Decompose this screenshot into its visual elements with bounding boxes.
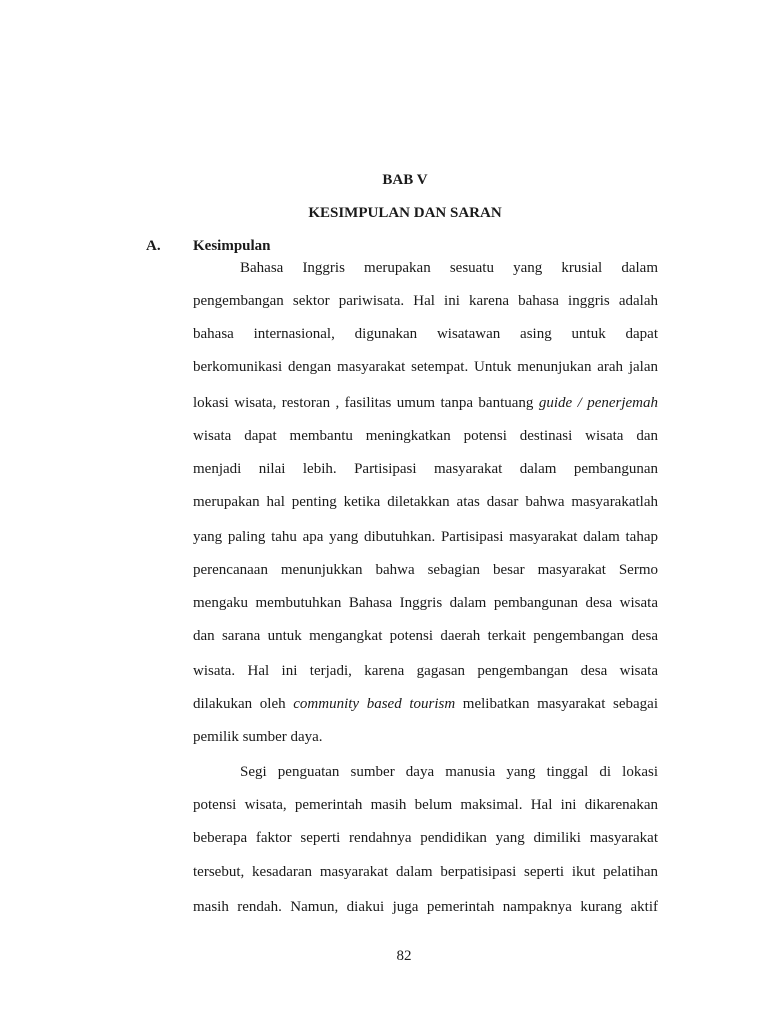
paragraph-line: wisata. Hal ini terjadi, karena gagasan pengembangan desa wisata: [193, 663, 658, 679]
paragraph-line: yang paling tahu apa yang dibutuhkan. Partisipasi masyarakat dalam tahap: [193, 529, 658, 545]
paragraph-line: pemilik sumber daya.: [193, 729, 323, 745]
paragraph-line: perencanaan menunjukkan bahwa sebagian besar masyarakat Sermo: [193, 562, 658, 578]
paragraph-text: dilakukan oleh: [193, 696, 294, 712]
paragraph-line: Bahasa Inggris merupakan sesuatu yang krusial dalam: [240, 260, 658, 276]
paragraph-line: wisata dapat membantu meningkatkan potensi destinasi wisata dan: [193, 428, 658, 444]
paragraph-line: masih rendah. Namun, diakui juga pemerintah nampaknya kurang aktif: [193, 899, 658, 915]
chapter-title: KESIMPULAN DAN SARAN: [308, 205, 502, 221]
paragraph-line: Segi penguatan sumber daya manusia yang tinggal di lokasi: [240, 764, 658, 780]
paragraph-line: berkomunikasi dengan masyarakat setempat. Untuk menunjukan arah jalan: [193, 359, 658, 375]
paragraph-line: tersebut, kesadaran masyarakat dalam berpatisipasi seperti ikut pelatihan: [193, 864, 658, 880]
page-number: 82: [396, 948, 412, 964]
paragraph-line: menjadi nilai lebih. Partisipasi masyarakat dalam pembangunan: [193, 461, 658, 477]
paragraph-text: lokasi wisata, restoran , fasilitas umum tanpa bantuang: [193, 395, 539, 411]
section-letter: A.: [146, 238, 161, 254]
italic-term: community based tourism: [293, 696, 456, 712]
paragraph-line: dan sarana untuk mengangkat potensi daerah terkait pengembangan desa: [193, 628, 658, 644]
section-heading: Kesimpulan: [193, 238, 271, 254]
chapter-number: BAB V: [382, 172, 428, 188]
paragraph-line: merupakan hal penting ketika diletakkan atas dasar bahwa masyarakatlah: [193, 494, 658, 510]
paragraph-line: beberapa faktor seperti rendahnya pendidikan yang dimiliki masyarakat: [193, 830, 658, 846]
italic-term: guide / penerjemah: [538, 395, 658, 411]
paragraph-line: potensi wisata, pemerintah masih belum maksimal. Hal ini dikarenakan: [193, 797, 658, 813]
paragraph-line: [193, 394, 658, 412]
paragraph-line: bahasa internasional, digunakan wisatawan asing untuk dapat: [193, 326, 658, 342]
paragraph-line: pengembangan sektor pariwisata. Hal ini karena bahasa inggris adalah: [193, 293, 658, 309]
paragraph-line: mengaku membutuhkan Bahasa Inggris dalam pembangunan desa wisata: [193, 595, 658, 611]
paragraph-line: [193, 695, 658, 713]
paragraph-text: melibatkan masyarakat sebagai: [455, 696, 658, 712]
